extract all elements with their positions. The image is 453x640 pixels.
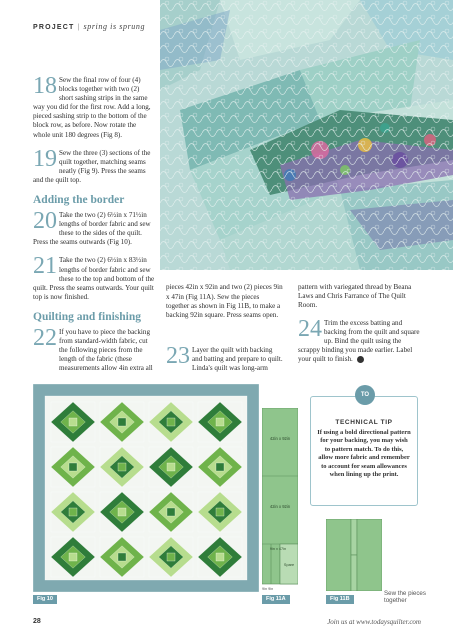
piece-label-mid: 42in x 92in	[269, 504, 291, 509]
step-text: Layer the quilt with backing and batting and prepare to quilt. Linda's quilt was long-arm	[192, 346, 283, 373]
text-column-1	[33, 73, 155, 382]
backing-assembly-graphic	[326, 519, 382, 591]
step-21	[33, 253, 155, 301]
quilt-photo	[160, 0, 453, 270]
page-number: 28	[33, 618, 41, 625]
step-23	[166, 343, 284, 373]
step-text: Trim the excess batting and backing from the quilt and square up. Bind the quilt using the scrappy binding you made earlier. Label your quilt to finish.	[298, 319, 420, 364]
block-center	[118, 418, 126, 426]
step-24	[298, 316, 420, 364]
heading-adding-border: Adding the border	[33, 194, 125, 207]
end-mark-icon	[357, 356, 364, 363]
piece-label-small: 9in x 47in	[269, 547, 287, 551]
piece-label-top: 42in x 92in	[269, 436, 291, 441]
fig-11b-diagram	[326, 519, 382, 591]
heading-quilting-finishing: Quilting and finishing	[33, 310, 142, 323]
footer-url[interactable]: www.todaysquilter.com	[356, 618, 421, 626]
step-text: Take the two (2) 6½in x 71½in lengths of border fabric and sew these to the sides of the quilt. Press the seams outwards (Fig 10).	[33, 211, 151, 247]
step-text-continued: pieces 42in x 92in and two (2) pieces 9in x 47in (Fig 11A). Sew the pieces together as shown in Fig 11B, to make a backing 92in square. Press seams open.	[166, 283, 283, 319]
step-number: 18	[33, 73, 57, 99]
step-text: Sew the final row of four (4) blocks together with two (2) short sashing strips in the same way you did for the first row. Add a long, pieced sashing strip to the bottom of the block row, as before. Now rotate the whole unit 180 degrees (Fig 8).	[33, 76, 151, 139]
step-number: 19	[33, 145, 57, 172]
step-20	[33, 208, 155, 247]
project-label: PROJECT	[33, 24, 75, 31]
text-column-3	[298, 283, 420, 373]
block-center	[216, 418, 224, 426]
block-center	[167, 553, 175, 561]
tip-text: If using a bold directional pattern for your backing, you may wish to pattern match. To do this, allow more fabric and remember to account for seam allowances when lining up the print.	[317, 429, 411, 479]
step-18	[33, 73, 155, 140]
step-number: 21	[33, 253, 57, 280]
block-center	[216, 508, 224, 516]
quilt-photo-graphic	[160, 0, 453, 270]
block-center	[69, 418, 77, 426]
step-number: 20	[33, 208, 57, 235]
page-header	[33, 22, 145, 31]
step-23-continued	[298, 283, 420, 310]
block-center	[118, 553, 126, 561]
block-center	[69, 553, 77, 561]
block-center	[216, 463, 224, 471]
backing-cut-graphic	[262, 408, 298, 592]
block-center	[167, 418, 175, 426]
block-center	[216, 553, 224, 561]
piece-label-spare: Spare	[283, 563, 295, 567]
step-text: If you have to piece the backing from standard-width fabric, cut the following pieces from the length of the fabric (these measurements allow 4in extra all	[59, 327, 153, 373]
technical-tip-box	[310, 392, 418, 506]
footer-website	[327, 618, 421, 626]
step-number: 23	[166, 343, 190, 369]
footer-prefix: Join us at	[327, 618, 355, 626]
fig-11b-caption: Sew the pieces together	[384, 590, 426, 604]
tip-title: TECHNICAL TIP	[335, 419, 393, 426]
piece-widths-label: 9in 9in	[262, 587, 274, 591]
step-text-continued: pattern with variegated thread by Beana Laws and Chris Farrance of The Quilt Room.	[298, 283, 412, 310]
fig-11a-label: Fig 11A	[262, 595, 290, 604]
block-center	[118, 508, 126, 516]
step-22	[33, 324, 155, 373]
section-title: spring is sprung	[83, 22, 146, 31]
text-column-2	[166, 283, 284, 382]
step-number: 22	[33, 324, 57, 351]
tip-badge-icon: TO	[355, 385, 375, 405]
fig-11b-label: Fig 11B	[326, 595, 354, 604]
step-text: Take the two (2) 6½in x 83½in lengths of border fabric and sew these to the top and bottom of the quilt. Press the seams outwards. Your quilt top is now finished.	[33, 256, 155, 301]
block-center	[69, 463, 77, 471]
quilt-layout-graphic	[33, 384, 259, 592]
header-separator: |	[77, 24, 81, 31]
step-text: Sew the three (3) sections of the quilt together, matching seams neatly (Fig 9). Press the seams and the quilt top.	[33, 148, 151, 184]
block-center	[118, 463, 126, 471]
step-19	[33, 145, 155, 185]
step-number: 24	[298, 316, 322, 342]
fig-10-diagram	[33, 384, 259, 592]
block-center	[167, 508, 175, 516]
step-22-continued	[166, 283, 284, 337]
fig-10-label: Fig 10	[33, 595, 57, 604]
fig-11a-diagram	[262, 408, 298, 592]
block-center	[69, 508, 77, 516]
block-center	[167, 463, 175, 471]
